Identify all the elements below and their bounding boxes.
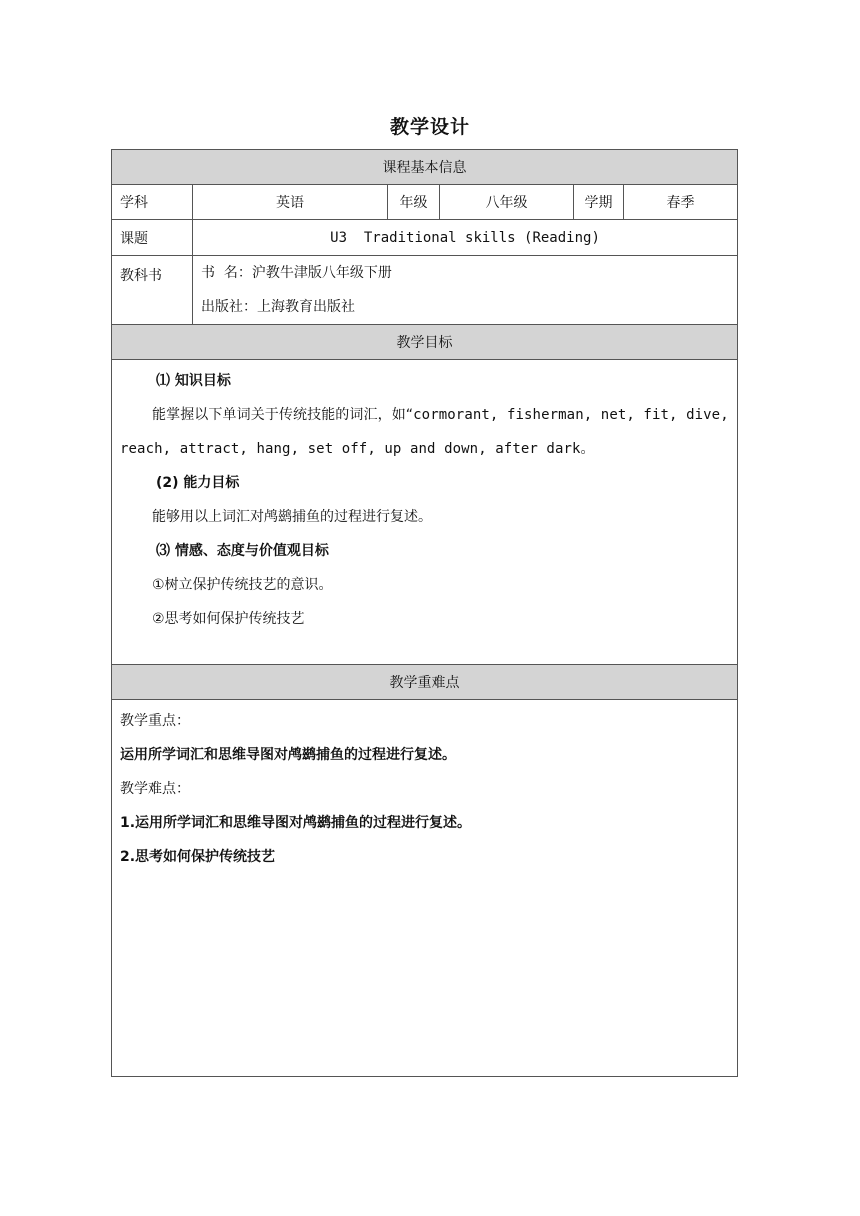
knowledge-heading: ⑴ 知识目标 [156, 373, 231, 389]
difficulty-item-2: 2.思考如何保护传统技艺 [120, 849, 276, 865]
lesson-plan-table [111, 149, 738, 1077]
difficulty-label: 教学难点： [120, 781, 190, 797]
emotion-item-1: ①树立保护传统技艺的意识。 [152, 577, 333, 593]
book-name: 书 名：沪教牛津版八年级下册 [201, 265, 392, 281]
subject-value: 英语 [193, 185, 388, 220]
key-points-content [112, 700, 738, 1077]
textbook-label: 教科书 [112, 256, 193, 325]
emotion-heading: ⑶ 情感、态度与价值观目标 [156, 543, 329, 559]
knowledge-text [120, 398, 729, 466]
focus-text: 运用所学词汇和思维导图对鸬鹚捕鱼的过程进行复述。 [120, 747, 456, 763]
grade-label: 年级 [388, 185, 440, 220]
term-label: 学期 [574, 185, 624, 220]
objectives-header: 教学目标 [112, 325, 738, 360]
topic-label: 课题 [112, 220, 193, 256]
key-points-header: 教学重难点 [112, 665, 738, 700]
knowledge-text-cn: 能掌握以下单词关于传统技能的词汇，如“ [152, 407, 414, 423]
ability-heading: (2) 能力目标 [156, 475, 240, 491]
basic-info-header: 课程基本信息 [112, 150, 738, 185]
document-title: 教学设计 [389, 116, 470, 138]
knowledge-text-words: cormorant, fisherman, net, fit, dive, reach, attract, hang, set off, up and down, after dark。 [120, 407, 729, 457]
term-value: 春季 [624, 185, 738, 220]
difficulty-item-1: 1.运用所学词汇和思维导图对鸬鹚捕鱼的过程进行复述。 [120, 815, 472, 831]
subject-label: 学科 [112, 185, 193, 220]
publisher: 出版社：上海教育出版社 [201, 299, 355, 315]
objectives-content [112, 360, 738, 665]
textbook-info [193, 256, 738, 325]
focus-label: 教学重点： [120, 713, 190, 729]
grade-value: 八年级 [440, 185, 574, 220]
topic-value: U3 Traditional skills (Reading) [193, 220, 738, 256]
ability-text: 能够用以上词汇对鸬鹚捕鱼的过程进行复述。 [152, 509, 432, 525]
emotion-item-2: ②思考如何保护传统技艺 [152, 611, 305, 627]
